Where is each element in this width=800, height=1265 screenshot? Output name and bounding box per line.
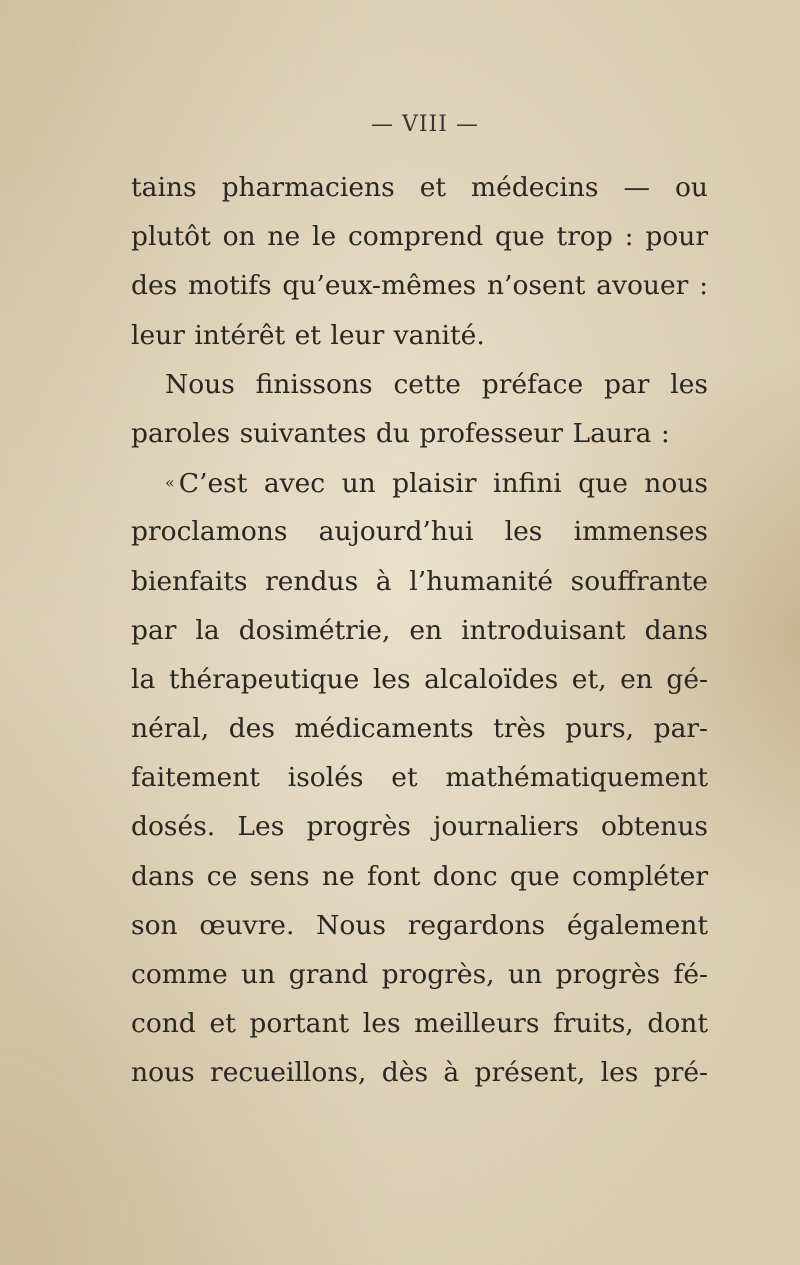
- text-line: bienfaits rendus à l’humanité souffrante: [131, 565, 708, 597]
- text-line: leur intérêt et leur vanité.: [131, 319, 485, 351]
- header-dash-left: —: [371, 112, 395, 137]
- text-line: par la dosimétrie, en introduisant dans: [131, 614, 708, 646]
- text-line: paroles suivantes du professeur Laura :: [131, 417, 670, 449]
- text-line: son œuvre. Nous regardons également: [131, 909, 708, 941]
- text-line: plutôt on ne le comprend que trop : pour: [131, 221, 708, 253]
- text-line-content: C’est avec un plaisir infini que nous: [178, 468, 708, 500]
- text-line: cond et portant les meilleurs fruits, dont: [131, 1008, 708, 1040]
- opening-quote-mark: «: [165, 473, 175, 493]
- text-line: dosés. Les progrès journaliers obtenus: [131, 811, 708, 843]
- text-line: proclamons aujourd’hui les immenses: [131, 516, 708, 548]
- page-number: VIII: [402, 112, 448, 137]
- text-line-quote: [131, 458, 708, 507]
- header-dash-right: —: [455, 112, 479, 137]
- body-text: [131, 163, 708, 1098]
- text-line: tains pharmaciens et médecins — ou: [131, 172, 708, 203]
- text-line: comme un grand progrès, un progrès fé-: [131, 959, 708, 990]
- text-line: Nous finissons cette préface par les: [165, 368, 708, 400]
- text-line: dans ce sens ne font donc que compléter: [131, 860, 708, 892]
- text-line: la thérapeutique les alcaloïdes et, en gé-: [131, 663, 708, 695]
- text-line: nous recueillons, dès à présent, les pré-: [131, 1057, 708, 1089]
- text-line: des motifs qu’eux-mêmes n’osent avouer :: [131, 270, 708, 302]
- text-line: néral, des médicaments très purs, par-: [131, 713, 708, 745]
- text-line: faitement isolés et mathématiquement: [131, 762, 708, 794]
- page-header: [0, 112, 800, 137]
